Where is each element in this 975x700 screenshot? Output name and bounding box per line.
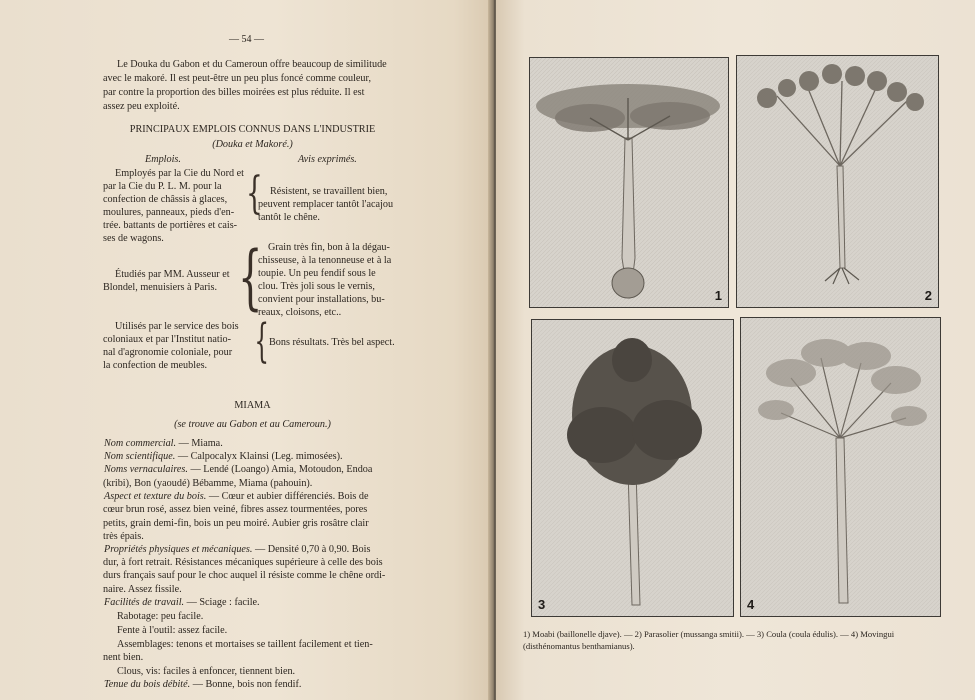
tree-illustration	[532, 320, 733, 616]
avis-line: Bons résultats. Très bel aspect.	[269, 337, 395, 348]
column-header-emplois: Emplois.	[145, 154, 181, 165]
emplois-line: Employés par la Cie du Nord et	[115, 168, 245, 179]
miama-field-text: (kribi), Bon (yaoudé) Bébamme, Miama (pahouin).	[103, 478, 313, 489]
miama-field-text: — Densité 0,70 à 0,90. Bois	[252, 544, 371, 555]
emplois-line: moulures, panneaux, pieds d'en-	[103, 207, 235, 218]
miama-field-text: Rabotage: peu facile.	[117, 611, 204, 622]
emplois-line: Étudiés par MM. Ausseur et	[115, 269, 230, 280]
avis-line: peuvent remplacer tantôt l'acajou	[258, 199, 394, 210]
miama-line	[117, 610, 203, 624]
miama-line	[104, 678, 301, 692]
plate-movingui	[740, 317, 941, 617]
miama-line	[103, 503, 367, 517]
miama-field-text: très épais.	[103, 531, 144, 542]
plate-number: 4	[747, 597, 755, 612]
miama-line	[104, 437, 223, 451]
miama-field-text: — Lendé (Loango) Amia, Motoudon, Endoa	[187, 464, 373, 475]
miama-line	[117, 665, 295, 679]
emplois-line: nal d'agronomie coloniale, pour	[103, 347, 233, 358]
miama-field-label: Facilités de travail.	[104, 597, 185, 608]
tree-illustration	[741, 318, 940, 616]
intro-line: avec le makoré. Il est peut-être un peu plus foncé comme couleur,	[103, 73, 372, 84]
brace-2: {	[238, 236, 263, 318]
section-subtitle: (Douka et Makoré.)	[212, 139, 293, 150]
miama-field-text: naire. Assez fissile.	[103, 584, 182, 595]
intro-line: par contre la proportion des billes moirées est plus réduite. Il est	[103, 87, 365, 98]
miama-subtitle: (se trouve au Gabon et au Cameroun.)	[174, 419, 331, 430]
emplois-line: par la Cie du P. L. M. pour la	[103, 181, 222, 192]
plate-moabi	[529, 57, 729, 308]
avis-line: clou. Très joli sous le vernis,	[258, 281, 375, 292]
avis-line: chisseuse, à la tenonneuse et à la	[258, 255, 392, 266]
miama-line	[103, 569, 385, 583]
plate-parasolier	[736, 55, 939, 308]
miama-field-text: — Cœur et aubier différenciés. Bois de	[206, 491, 369, 502]
miama-field-text: cœur brun rosé, assez bien veiné, fibres assez tourmentées, pores	[103, 504, 368, 515]
avis-line: Résistent, se travaillent bien,	[270, 186, 388, 197]
avis-line: convient pour installations, bu-	[258, 294, 385, 305]
miama-field-text: Clous, vis: faciles à enfoncer, tiennent bien.	[117, 666, 296, 677]
miama-field-text: Fente à l'outil: assez facile.	[117, 625, 228, 636]
miama-field-text: nent bien.	[103, 652, 144, 663]
miama-field-label: Propriétés physiques et mécaniques.	[104, 544, 253, 555]
brace-1: {	[246, 168, 263, 219]
miama-line	[104, 463, 372, 477]
brace-3: {	[254, 318, 269, 372]
plate-number: 1	[714, 288, 722, 303]
miama-field-text: durs français sauf pour le choc auquel il résiste comme le chêne ordi-	[103, 570, 386, 581]
miama-line	[104, 450, 343, 464]
emplois-line: ses de wagons.	[103, 233, 164, 244]
miama-field-label: Tenue du bois débité.	[104, 679, 191, 690]
emplois-line: la confection de meubles.	[103, 360, 208, 371]
emplois-line: Utilisés par le service des bois	[115, 321, 239, 332]
miama-line	[103, 583, 182, 597]
avis-line: reaux, cloisons, etc..	[258, 307, 342, 318]
miama-line	[103, 517, 369, 531]
plate-number: 3	[538, 597, 546, 612]
miama-title: MIAMA	[234, 400, 271, 411]
right-page	[496, 0, 975, 700]
emplois-line: Blondel, menuisiers à Paris.	[103, 282, 218, 293]
miama-field-text: — Bonne, bois non fendif.	[190, 679, 302, 690]
avis-line: Grain très fin, bon à la dégau-	[268, 242, 390, 253]
plates-caption: 1) Moabi (baillonelle djave). — 2) Parasolier (mussanga smitii). — 3) Coula (coula édulis). — 4) Movingui	[523, 629, 895, 639]
tree-illustration	[737, 56, 938, 307]
miama-line	[117, 638, 373, 652]
miama-field-text: — Sciage : facile.	[184, 597, 260, 608]
intro-line: assez peu exploité.	[103, 101, 180, 112]
intro-line: Le Douka du Gabon et du Cameroun offre beaucoup de similitude	[117, 59, 387, 70]
miama-line	[104, 543, 370, 557]
miama-field-label: Nom commercial.	[104, 438, 177, 449]
miama-field-label: Noms vernaculaires.	[104, 464, 188, 475]
miama-line	[103, 530, 144, 544]
emplois-line: trée. battants de portières et cais-	[103, 220, 238, 231]
emplois-line: coloniaux et par l'Institut natio-	[103, 334, 232, 345]
page-number: — 54 —	[229, 34, 264, 45]
plate-number: 2	[924, 288, 932, 303]
miama-field-text: — Calpocalyx Klainsi (Leg. mimosées).	[175, 451, 343, 462]
avis-line: toupie. Un peu fendif sous le	[258, 268, 376, 279]
plates-caption-continued: (disthénomantus benthamianus).	[523, 641, 635, 651]
avis-line: tantôt le chêne.	[258, 212, 320, 223]
section-title: PRINCIPAUX EMPLOIS CONNUS DANS L'INDUSTRIE	[129, 124, 376, 135]
miama-line	[104, 596, 260, 610]
column-header-avis: Avis exprimés.	[298, 154, 357, 165]
miama-field-text: — Miama.	[176, 438, 223, 449]
tree-illustration	[530, 58, 728, 307]
plate-coula	[531, 319, 734, 617]
miama-line	[104, 490, 369, 504]
miama-field-label: Aspect et texture du bois.	[104, 491, 207, 502]
miama-line	[117, 624, 227, 638]
miama-field-text: dur, à fort retrait. Résistances mécaniques supérieure à celle des bois	[103, 557, 383, 568]
miama-line	[103, 477, 312, 491]
miama-line	[103, 556, 383, 570]
emplois-line: confection de châssis à glaces,	[103, 194, 228, 205]
miama-field-text: petits, grain demi-fin, bois un peu moiré. Aubier gris rosâtre clair	[103, 518, 369, 529]
miama-field-label: Nom scientifique.	[104, 451, 176, 462]
miama-line	[103, 651, 143, 665]
miama-field-text: Assemblages: tenons et mortaises se taillent facilement et tien-	[117, 639, 373, 650]
